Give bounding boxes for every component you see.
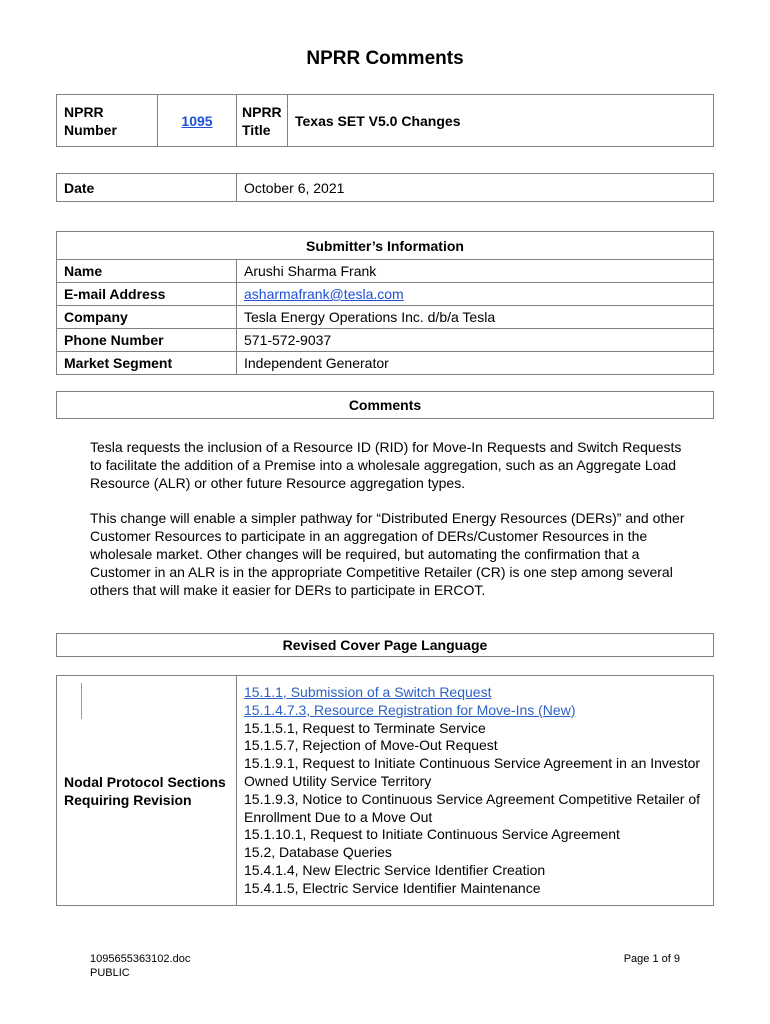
phone-label: Phone Number — [57, 329, 237, 352]
section-item: 15.1.10.1, Request to Initiate Continuous Service Agreement — [244, 826, 620, 843]
submitter-row-name — [57, 260, 714, 283]
submitter-row-phone — [57, 329, 714, 352]
comment-paragraph-2: This change will enable a simpler pathway for “Distributed Energy Resources (DERs)” and other Customer Resources to participate in an aggregation of DERs/Customer Resources in the wholesale market. Other changes will be required, but automating the confirmation that a Customer in an ALR is in the appropriate Competitive Retailer (CR) is one step among several others that will make it easier for DERs to participate in ERCOT. — [90, 510, 685, 598]
email-label: E-mail Address — [57, 283, 237, 306]
sections-list — [237, 676, 714, 906]
submitter-row-email — [57, 283, 714, 306]
footer-classification: PUBLIC — [90, 967, 130, 979]
market-segment-value: Independent Generator — [237, 352, 714, 375]
section-item: 15.4.1.4, New Electric Service Identifier Creation — [244, 861, 546, 878]
date-label: Date — [57, 174, 237, 202]
nprr-number-label: NPRR Number — [57, 95, 158, 147]
email-link[interactable]: asharmafrank@tesla.com — [244, 286, 404, 302]
section-item: 15.2, Database Queries — [244, 844, 392, 861]
comments-header: Comments — [57, 392, 714, 419]
phone-value: 571-572-9037 — [237, 329, 714, 352]
nprr-header-table — [56, 94, 714, 147]
submitter-header: Submitter’s Information — [57, 232, 714, 260]
section-item: 15.4.1.5, Electric Service Identifier Maintenance — [244, 879, 541, 896]
name-value: Arushi Sharma Frank — [237, 260, 714, 283]
section-link-switch-request[interactable]: 15.1.1, Submission of a Switch Request — [244, 684, 492, 700]
date-value: October 6, 2021 — [237, 174, 714, 202]
footer-page-number: Page 1 of 9 — [623, 953, 680, 965]
company-value: Tesla Energy Operations Inc. d/b/a Tesla — [237, 306, 714, 329]
footer-left — [90, 952, 190, 980]
section-item: 15.1.9.1, Request to Initiate Continuous Service Agreement in an Investor Owned Utility Service Territory — [244, 755, 701, 789]
company-label: Company — [57, 306, 237, 329]
nprr-title-value: Texas SET V5.0 Changes — [288, 95, 714, 147]
footer-filename: 1095655363102.doc — [90, 953, 191, 965]
revised-cover-header-table — [56, 633, 714, 657]
email-cell — [237, 283, 714, 306]
text-cursor-mark — [81, 683, 82, 719]
section-item: 15.1.5.7, Rejection of Move-Out Request — [244, 737, 498, 754]
nprr-number-cell — [158, 95, 237, 147]
section-item: 15.1.5.1, Request to Terminate Service — [244, 719, 486, 736]
section-link-resource-registration[interactable]: 15.1.4.7.3, Resource Registration for Move-Ins (New) — [244, 701, 576, 718]
submitter-row-segment — [57, 352, 714, 375]
sections-table — [56, 675, 714, 906]
submitter-row-company — [57, 306, 714, 329]
market-segment-label: Market Segment — [57, 352, 237, 375]
comment-paragraph-1: Tesla requests the inclusion of a Resource ID (RID) for Move-In Requests and Switch Requests to facilitate the addition of a Premise into a wholesale aggregation, such as an Aggregate Load Resource (ALR) or other future Resource aggregation types. — [90, 439, 682, 491]
nprr-number-link[interactable]: 1095 — [181, 112, 213, 129]
sections-label: Nodal Protocol Sections Requiring Revision — [57, 676, 237, 906]
section-item: 15.1.9.3, Notice to Continuous Service Agreement Competitive Retailer of Enrollment Due to a Move Out — [244, 790, 701, 825]
date-table — [56, 173, 714, 202]
submitter-table — [56, 231, 714, 375]
page-title: NPRR Comments — [306, 48, 464, 69]
nprr-title-label: NPRR Title — [237, 95, 288, 147]
revised-cover-header: Revised Cover Page Language — [57, 634, 714, 657]
name-label: Name — [57, 260, 237, 283]
comments-header-table — [56, 391, 714, 419]
